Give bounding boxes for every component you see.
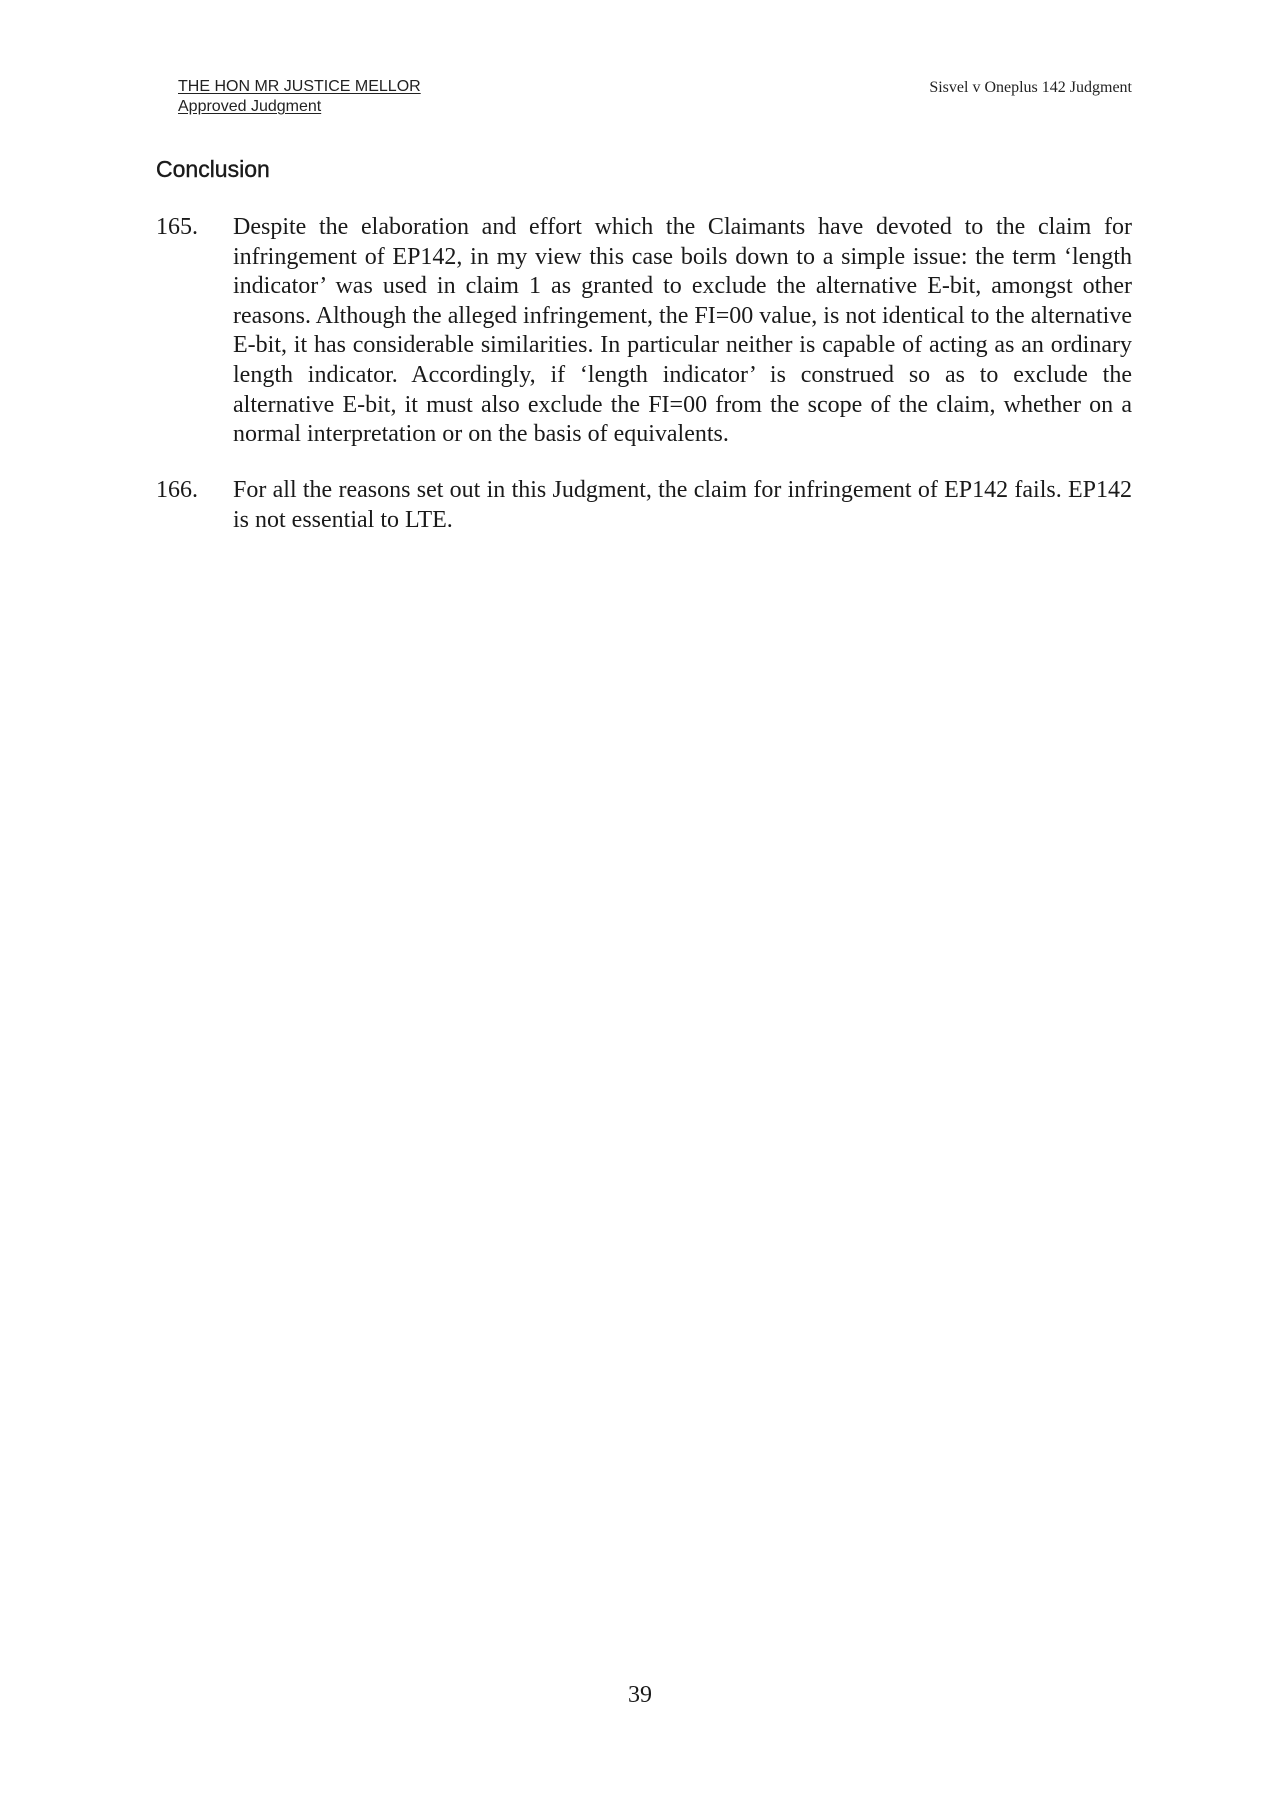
running-header-left [178,77,421,117]
judge-name: THE HON MR JUSTICE MELLOR [178,78,421,95]
paragraph-165 [156,213,1132,450]
paragraph-text: Despite the elaboration and effort which the Claimants have devoted to the claim for infringement of EP142, in my view this case boils down to a simple issue: the term ‘length indicator’ was used in claim 1 as granted to exclude the alternative E-bit, amongst other reasons. Although the alleged infringement, the FI=00 value, is not identical to the alternative E-bit, it has considerable similarities. In particular neither is capable of acting as an ordinary length indicator. Accordingly, if ‘length indicator’ is construed so as to exclude the alternative E-bit, it must also exclude the FI=00 from the scope of the claim, whether on a normal interpretation or on the basis of equivalents. [233,214,1132,448]
paragraph-text: For all the reasons set out in this Judgment, the claim for infringement of EP142 fails. EP142 is not essential to LTE. [233,477,1132,533]
case-reference: Sisvel v Oneplus 142 Judgment [929,79,1132,96]
section-heading: Conclusion [156,156,270,182]
judgment-status: Approved Judgment [178,98,322,115]
paragraph-number: 166. [156,477,198,503]
paragraph-number: 165. [156,214,198,240]
page-number: 39 [628,1682,652,1708]
paragraph-166 [156,476,1132,535]
